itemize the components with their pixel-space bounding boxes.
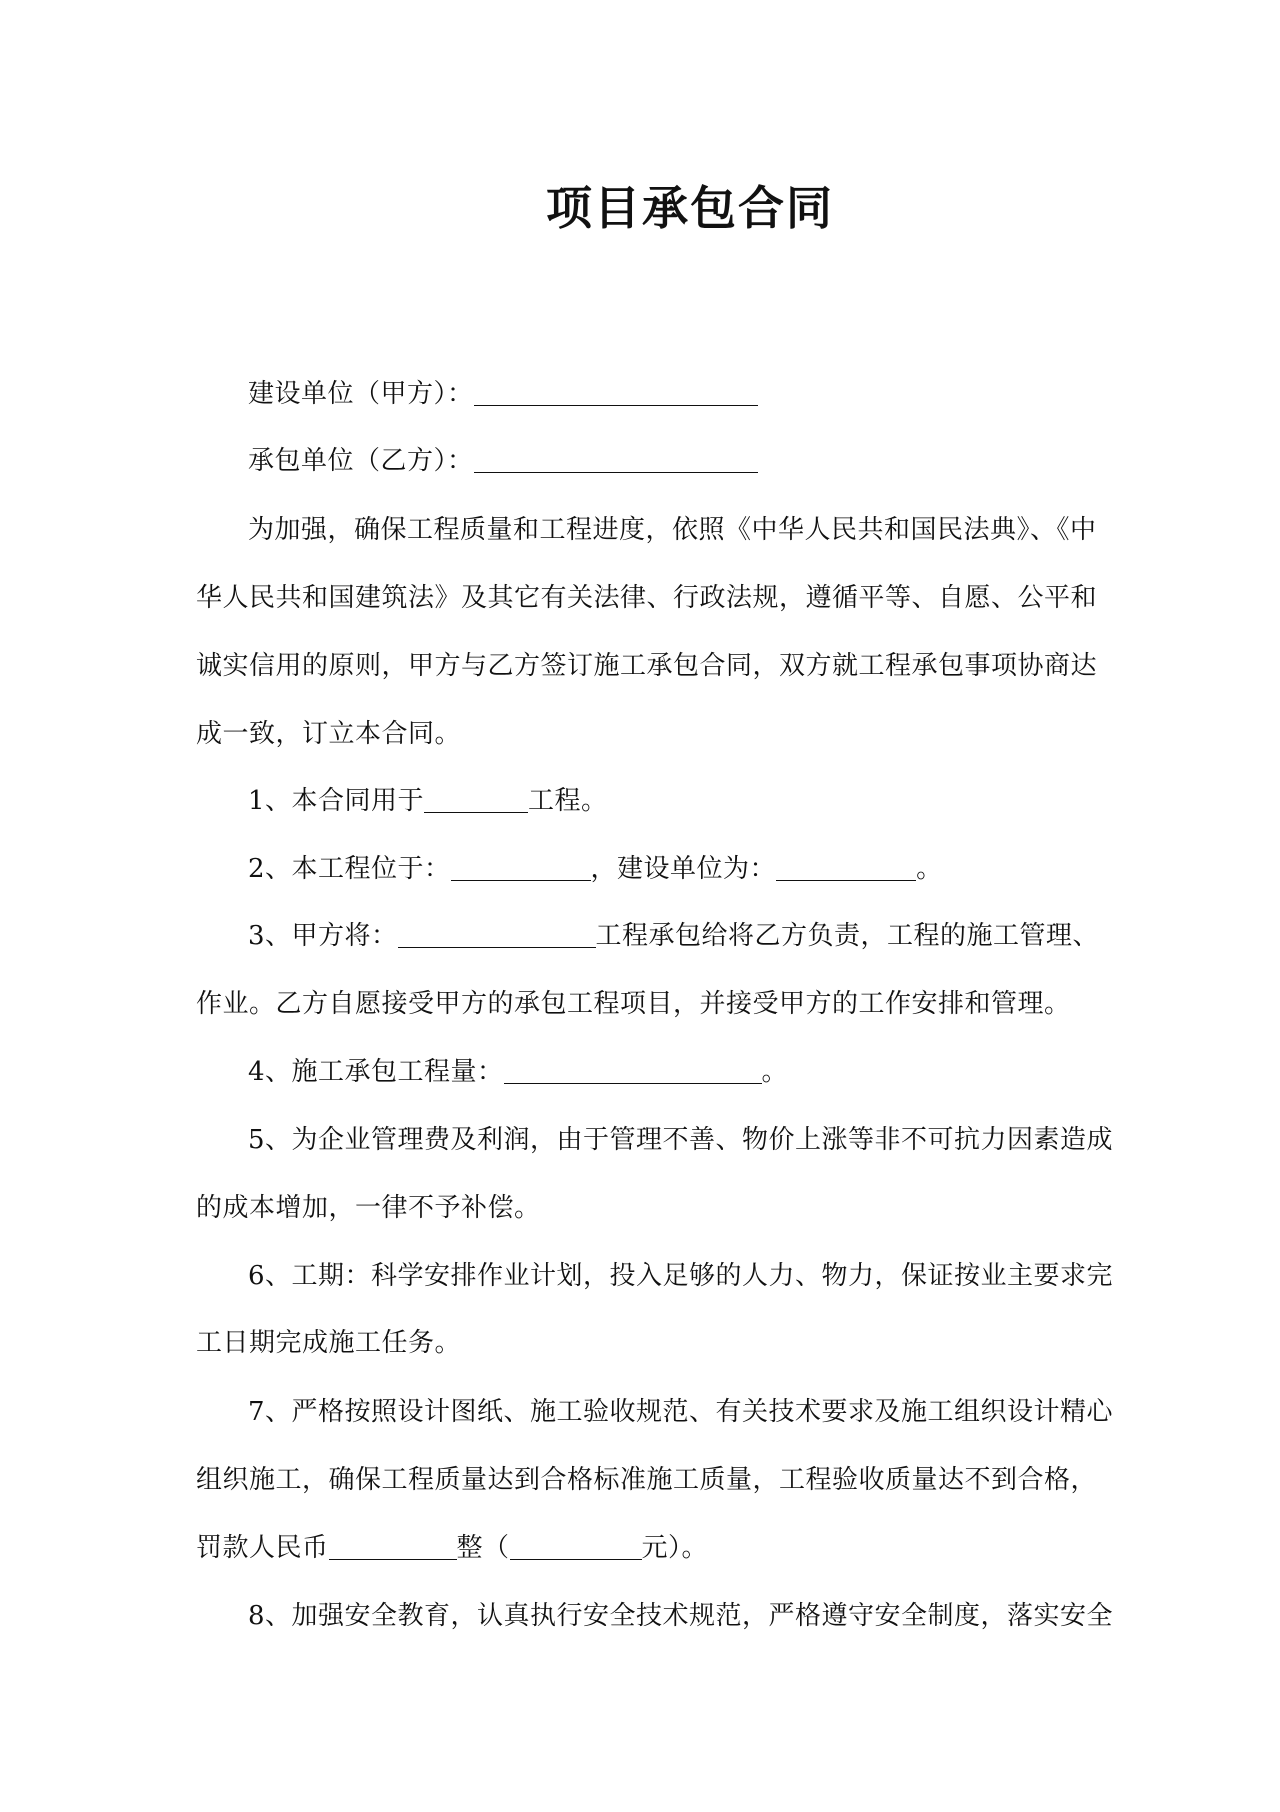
fine-amount-number-blank[interactable] — [510, 1531, 642, 1560]
clause-4 — [248, 1054, 788, 1090]
fine-amount-words-blank[interactable] — [329, 1531, 457, 1560]
builder-blank[interactable] — [776, 852, 916, 881]
party-a-line — [248, 376, 758, 412]
clause-6-line-2: 工日期完成施工任务。 — [196, 1328, 462, 1358]
fine-prefix: 罚款人民币 — [196, 1533, 329, 1563]
party-b-label: 承包单位（乙方）： — [248, 446, 474, 476]
fine-suffix: 元）。 — [641, 1533, 709, 1563]
clause-4-prefix: 4、施工承包工程量： — [248, 1057, 504, 1087]
party-a-label: 建设单位（甲方）： — [248, 379, 474, 409]
clause-2-suffix: 。 — [916, 854, 943, 884]
clause-1-prefix: 1、本合同用于 — [248, 786, 425, 816]
preamble-line: 成一致，订立本合同。 — [196, 719, 462, 749]
project-name-blank[interactable] — [424, 784, 528, 813]
preamble-line: 诚实信用的原则，甲方与乙方签订施工承包合同，双方就工程承包事项协商达 — [196, 651, 1098, 681]
clause-7-line-3 — [196, 1530, 708, 1566]
clause-2 — [248, 851, 943, 887]
clause-3-suffix: 工程承包给将乙方负责，工程的施工管理、 — [595, 921, 1100, 951]
clause-2-prefix: 2、本工程位于： — [248, 854, 451, 884]
clause-1-suffix: 工程。 — [528, 786, 608, 816]
clause-5-line-1: 5、为企业管理费及利润，由于管理不善、物价上涨等非不可抗力因素造成 — [248, 1125, 1114, 1155]
party-b-blank[interactable] — [474, 444, 758, 473]
clause-7-line-1: 7、严格按照设计图纸、施工验收规范、有关技术要求及施工组织设计精心 — [248, 1397, 1114, 1427]
clause-3-line-2: 作业。乙方自愿接受甲方的承包工程项目，并接受甲方的工作安排和管理。 — [196, 989, 1071, 1019]
party-b-line — [248, 443, 758, 479]
document-title: 项目承包合同 — [546, 181, 834, 235]
clause-7-line-2: 组织施工，确保工程质量达到合格标准施工质量，工程验收质量达不到合格， — [196, 1465, 1098, 1495]
preamble-line: 华人民共和国建筑法》及其它有关法律、行政法规，遵循平等、自愿、公平和 — [196, 583, 1098, 613]
clause-4-suffix: 。 — [761, 1057, 789, 1087]
fine-middle: 整（ — [456, 1533, 510, 1563]
location-blank[interactable] — [451, 852, 591, 881]
party-a-blank[interactable] — [474, 377, 758, 406]
clause-3 — [248, 918, 1099, 954]
workload-blank[interactable] — [504, 1055, 762, 1084]
clause-8-line-1: 8、加强安全教育，认真执行安全技术规范，严格遵守安全制度，落实安全 — [248, 1601, 1114, 1631]
clause-1 — [248, 783, 608, 819]
clause-5-line-2: 的成本增加，一律不予补偿。 — [196, 1193, 541, 1223]
clause-3-prefix: 3、甲方将： — [248, 921, 398, 951]
clause-6-line-1: 6、工期：科学安排作业计划，投入足够的人力、物力，保证按业主要求完 — [248, 1261, 1114, 1291]
clause-2-middle: ，建设单位为： — [590, 854, 777, 884]
preamble-line: 为加强，确保工程质量和工程进度，依照《中华人民共和国民法典》、《中 — [248, 515, 1097, 545]
contracted-project-blank[interactable] — [398, 919, 596, 948]
